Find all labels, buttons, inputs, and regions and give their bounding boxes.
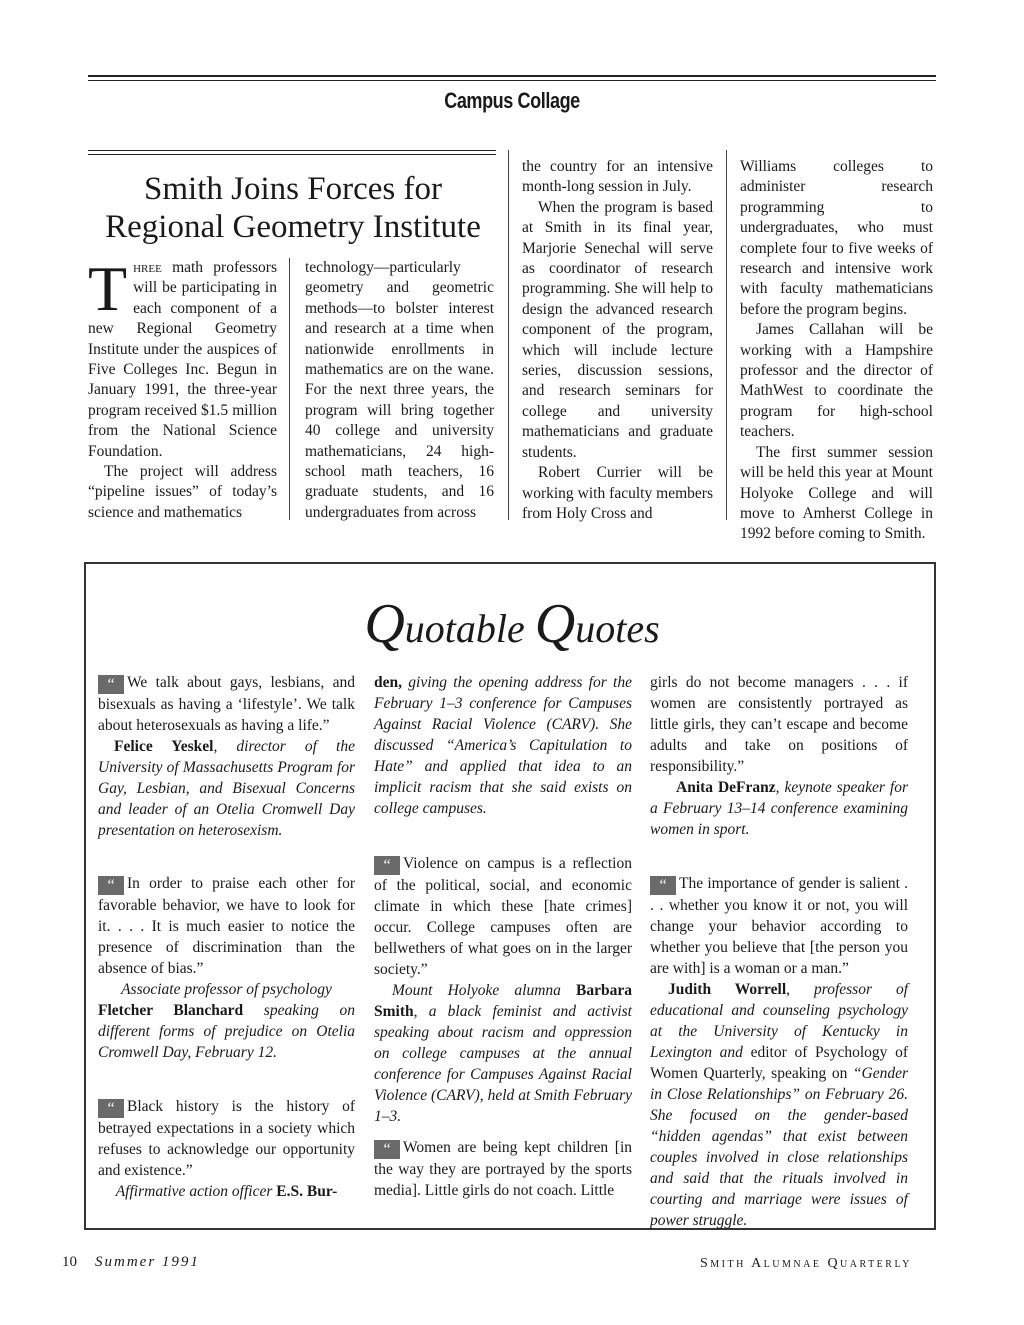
speaker-name: Anita DeFranz bbox=[676, 779, 776, 796]
quote-mark-icon: “ bbox=[98, 876, 124, 895]
article-column-1 bbox=[88, 253, 277, 523]
quote-attribution: Anita DeFranz, keynote speaker for a February 13–14 conference examining women in sport. bbox=[650, 779, 908, 838]
drop-cap: T bbox=[88, 253, 128, 324]
lead-small-caps: hree bbox=[133, 259, 162, 276]
quote-burden bbox=[98, 1096, 355, 1202]
article-paragraph: Robert Currier will be working with faculty members from Holy Cross and bbox=[522, 464, 713, 522]
quote-blanchard bbox=[98, 873, 355, 1063]
quote-text: “ The importance of gender is salient . . . whether you know it or not, you will change your behavior according to whether you believe that [the person you are with] is a woman or a man.” bbox=[650, 875, 908, 977]
article-title-line1: Smith Joins Forces for bbox=[144, 171, 442, 207]
quote-mark-icon: “ bbox=[650, 876, 676, 895]
quote-attribution-cont: Fletcher Blanchard speaking on different forms of prejudice on Otelia Cromwell Day, February 12. bbox=[98, 1002, 355, 1061]
speaker-name: Judith Worrell bbox=[668, 981, 787, 998]
quote-mark-icon: “ bbox=[98, 1099, 124, 1118]
speaker-name: den, bbox=[374, 674, 402, 691]
article-paragraph: James Callahan will be working with a Hampshire professor and the director of MathWest to coordinate the program for high-school teachers. bbox=[740, 321, 933, 441]
article-paragraph: Williams colleges to administer research programming to undergraduates, who must complete four to five weeks of research and intensive work with faculty mathematicians before the program begins. bbox=[740, 158, 933, 318]
article-lead-paragraph bbox=[88, 253, 277, 462]
issue-label: Summer 1991 bbox=[95, 1254, 200, 1270]
article-paragraph: The project will address “pipeline issues” of today’s science and mathematics bbox=[88, 463, 277, 521]
quote-text: “ Black history is the history of betrayed expectations in a society which refuses to acknowledge our opportunity and existence.” bbox=[98, 1098, 355, 1179]
quote-attribution: Felice Yeskel, director of the University of Massachusetts Program for Gay, Lesbian, and Bisexual Concerns and leader of an Otelia Cromwell Day presentation on heterosexism. bbox=[98, 738, 355, 839]
quote-text: “ In order to praise each other for favorable behavior, we have to look for it. . . . It is much easier to notice the presence of discrimination than the absence of bias.” bbox=[98, 875, 355, 977]
article-title-line2: Regional Geometry Institute bbox=[105, 209, 481, 245]
article-paragraph: When the program is based at Smith in its final year, Marjorie Senechal will serve as coordinator of research programming. She will help to design the advanced research component of the program, which will include lecture series, discussion sessions, and research seminars for college and university mathematicians and graduate students. bbox=[522, 198, 713, 461]
quotes-box-title: Quotable Quotes bbox=[364, 593, 660, 655]
article-paragraph: the country for an intensive month-long session in July. bbox=[522, 158, 713, 196]
quote-burden-cont bbox=[374, 672, 632, 819]
publication-name: Smith Alumnae Quarterly bbox=[700, 1256, 912, 1271]
title-rule-2 bbox=[88, 154, 496, 155]
quote-defranz-cont bbox=[650, 672, 908, 840]
page-number: 10 bbox=[62, 1254, 77, 1270]
column-divider bbox=[726, 150, 727, 520]
quote-mark-icon: “ bbox=[98, 675, 124, 694]
quote-text: “ Women are being kept children [in the way they are portrayed by the sports media]. Little girls do not coach. Little bbox=[374, 1139, 632, 1199]
quote-attribution: Affirmative action officer E.S. Bur- bbox=[115, 1183, 338, 1200]
column-divider bbox=[289, 258, 290, 520]
article-column-3 bbox=[522, 157, 713, 524]
quote-attribution: Associate professor of psychology bbox=[121, 981, 332, 998]
article-paragraph: The first summer session will be held this year at Mount Holyoke College and will move to Amherst College in 1992 before coming to Smith. bbox=[740, 443, 933, 543]
speaker-name: Barbara Smith bbox=[374, 982, 632, 1020]
title-rule-1 bbox=[88, 150, 496, 151]
footer-left bbox=[62, 1254, 200, 1271]
quote-defranz bbox=[374, 1137, 632, 1201]
article-column-4 bbox=[740, 157, 933, 545]
header-rule-thick bbox=[88, 75, 936, 77]
quote-text: “ Violence on campus is a reflection of the political, social, and economic climate in which these [hate crimes] occur. College campuses often are bellwethers of what goes on in the larger society.” bbox=[374, 855, 632, 978]
header-rule-thin bbox=[88, 80, 936, 81]
quote-worrell bbox=[650, 873, 908, 1231]
quote-attribution: Mount Holyoke alumna Barbara Smith, a black feminist and activist speaking about racism and oppression on college campuses at the annual conference for Campuses Against Racial Violence (CARV), held at Smith February 1–3. bbox=[374, 982, 632, 1125]
lead-text: math professors will be participating in each component of a new Regional Geometry Institute under the auspices of Five Colleges Inc. Begun in January 1991, the three-year program received $1.5 million from the National Science Foundation. bbox=[88, 259, 277, 460]
column-divider bbox=[508, 150, 509, 520]
quote-mark-icon: “ bbox=[374, 1140, 400, 1159]
article-column-2 bbox=[305, 258, 494, 523]
quote-attribution: Judith Worrell, professor of educational and counseling psychology at the University of Kentucky in Lexington and editor of Psychology of Women Quarterly, speaking on “Gender in Close Relationships” on February 26. She focused on the gender-based “hidden agendas” that exist between couples involved in close relationships and said that the rituals involved in courting and marriage were issues of power struggle. bbox=[650, 981, 908, 1229]
quote-text-cont: girls do not become managers . . . if women are consistently portrayed as little girls, they can’t escape and become adults and take on positions of responsibility.” bbox=[650, 674, 908, 775]
quote-mark-icon: “ bbox=[374, 856, 400, 875]
speaker-name: Felice Yeskel bbox=[114, 738, 214, 755]
section-title: Campus Collage bbox=[444, 88, 580, 113]
quote-yeskel bbox=[98, 672, 355, 841]
article-paragraph: technology—particularly geometry and geometric methods—to bolster interest and research at a time when nationwide enrollments in mathematics are on the wane. For the next three years, the program will bring together 40 college and university mathematicians, 24 high-school math teachers, 16 graduate students, and 16 undergraduates from across bbox=[305, 259, 494, 521]
article-title bbox=[88, 170, 498, 246]
speaker-name: Fletcher Blanchard bbox=[98, 1002, 244, 1019]
quote-attribution-cont: den, giving the opening address for the February 1–3 conference for Campuses Against Racial Violence (CARV). She discussed “America’s Capitulation to Hate” and applied that idea to an implicit racism that she said exists on college campuses. bbox=[374, 674, 632, 817]
speaker-name: E.S. Bur- bbox=[276, 1183, 338, 1200]
quote-text: “ We talk about gays, lesbians, and bisexuals as having a ‘lifestyle’. We talk about heterosexuals as having a life.” bbox=[98, 674, 355, 734]
quote-smith bbox=[374, 853, 632, 1127]
